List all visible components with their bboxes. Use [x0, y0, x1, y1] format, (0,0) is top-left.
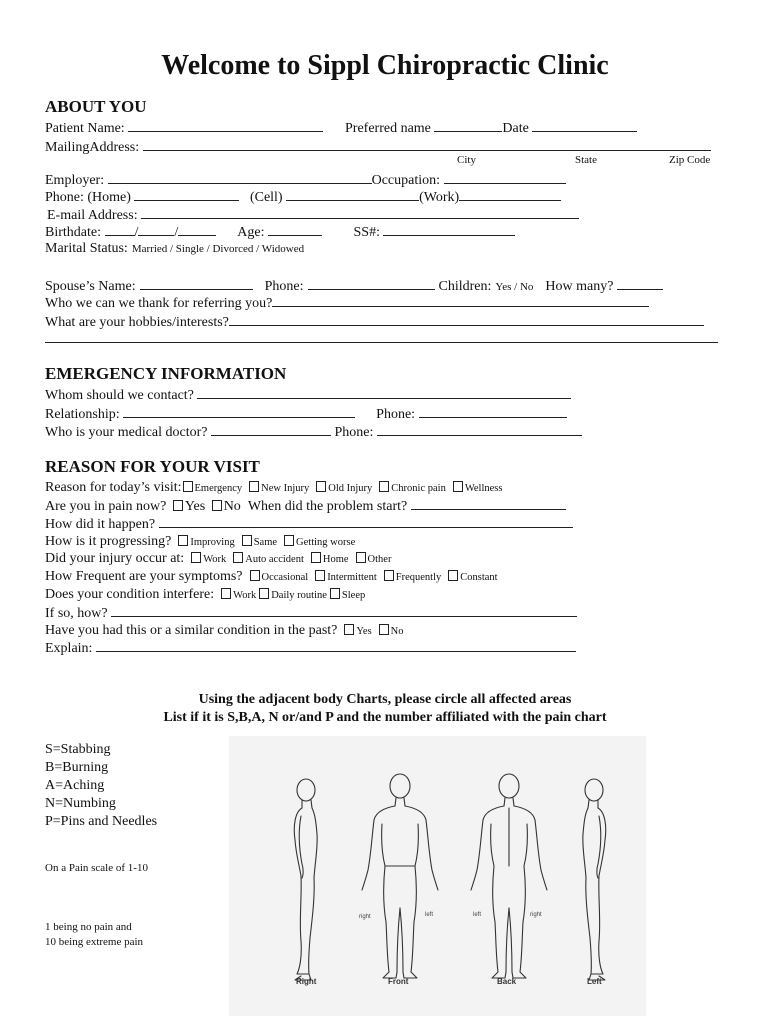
doctor-phone-label: Phone:: [334, 425, 374, 440]
option-work: Work: [203, 554, 227, 565]
spouse-name-field[interactable]: [140, 276, 253, 290]
employer-field[interactable]: [108, 170, 372, 184]
cell-field[interactable]: [286, 187, 419, 201]
email-field[interactable]: [141, 205, 579, 219]
preferred-name-label: Preferred name: [345, 121, 431, 136]
side-label-front-left: left: [425, 912, 434, 918]
referral-label: Who we can we thank for referring you?: [45, 296, 273, 311]
option-frequently: Frequently: [395, 572, 442, 583]
option-similar-no: No: [390, 626, 404, 637]
pain-scale-label: On a Pain scale of 1-10: [45, 862, 148, 874]
how-many-field[interactable]: [617, 276, 663, 290]
checkbox-work[interactable]: [191, 552, 201, 563]
relationship-field[interactable]: [123, 404, 355, 418]
checkbox-new-injury[interactable]: [249, 481, 259, 492]
problem-start-label: When did the problem start?: [247, 499, 408, 514]
how-happen-field[interactable]: [159, 514, 573, 528]
right-side-figure: [294, 779, 317, 980]
option-daily-routine: Daily routine: [271, 590, 327, 601]
checkbox-interfere-work[interactable]: [221, 588, 231, 599]
option-improving: Improving: [190, 537, 235, 548]
hobbies-field-line-2[interactable]: [45, 342, 718, 343]
pain-scale-high: 10 being extreme pain: [45, 936, 144, 948]
marital-status-options[interactable]: Married / Single / Divorced / Widowed: [131, 243, 305, 255]
pain-now-label: Are you in pain now?: [45, 499, 167, 514]
employer-label: Employer:: [45, 173, 105, 188]
contact-label: Whom should we contact?: [45, 388, 194, 403]
phone-home-label: Phone: (Home): [45, 190, 131, 205]
if-so-field[interactable]: [111, 603, 577, 617]
phone-home-field[interactable]: [134, 187, 239, 201]
checkbox-home[interactable]: [311, 552, 321, 563]
visit-reason-label: Reason for today’s visit:: [45, 480, 182, 495]
zip-caption: Zip Code: [669, 154, 711, 166]
figure-label-left: Left: [587, 977, 602, 986]
back-figure: [471, 774, 547, 978]
patient-name-field[interactable]: [128, 118, 323, 132]
option-pain-no: No: [223, 499, 241, 514]
email-label: E-mail Address:: [47, 208, 138, 223]
hobbies-label: What are your hobbies/interests?: [45, 315, 229, 330]
state-caption: State: [575, 154, 597, 166]
side-label-front-right: right: [359, 914, 371, 920]
option-pain-yes: Yes: [184, 499, 206, 514]
spouse-name-label: Spouse’s Name:: [45, 279, 136, 294]
if-so-label: If so, how?: [45, 606, 108, 621]
option-other: Other: [367, 554, 392, 565]
mailing-address-label: MailingAddress:: [45, 140, 140, 155]
figure-label-right: Right: [296, 977, 317, 986]
checkbox-intermittent[interactable]: [315, 570, 325, 581]
birthdate-label: Birthdate:: [45, 225, 101, 240]
figure-label-front: Front: [388, 977, 409, 986]
relationship-label: Relationship:: [45, 407, 120, 422]
spouse-phone-label: Phone:: [264, 279, 304, 294]
children-options[interactable]: Yes / No: [495, 281, 534, 293]
page-title: Welcome to Sippl Chiropractic Clinic: [161, 50, 609, 81]
spouse-phone-field[interactable]: [308, 276, 435, 290]
checkbox-emergency[interactable]: [183, 481, 193, 492]
option-emergency: Emergency: [194, 483, 243, 494]
front-figure: [362, 774, 438, 978]
birthdate-field[interactable]: [105, 222, 135, 236]
reason-heading: REASON FOR YOUR VISIT: [45, 457, 260, 476]
patient-name-label: Patient Name:: [45, 121, 125, 136]
body-outline-drawing: [229, 736, 646, 1016]
age-field[interactable]: [268, 222, 322, 236]
work-field[interactable]: [459, 187, 561, 201]
option-constant: Constant: [460, 572, 498, 583]
checkbox-occasional[interactable]: [250, 570, 260, 581]
legend-numbing: N=Numbing: [45, 796, 116, 811]
ss-field[interactable]: [383, 222, 515, 236]
pain-scale-low: 1 being no pain and: [45, 921, 132, 933]
option-home: Home: [322, 554, 349, 565]
explain-field[interactable]: [96, 638, 576, 652]
figure-label-back: Back: [497, 977, 517, 986]
ss-label: SS#:: [353, 225, 380, 240]
checkbox-chronic-pain[interactable]: [379, 481, 389, 492]
frequency-label: How Frequent are your symptoms?: [45, 569, 243, 584]
checkbox-auto-accident[interactable]: [233, 552, 243, 563]
checkbox-wellness[interactable]: [453, 481, 463, 492]
option-auto-accident: Auto accident: [245, 554, 304, 565]
option-sleep: Sleep: [341, 590, 366, 601]
chart-instruction-2: List if it is S,B,A, N or/and P and the number affiliated with the pain chart: [163, 710, 607, 725]
option-same: Same: [253, 537, 278, 548]
work-label: (Work): [419, 190, 460, 205]
doctor-phone-field[interactable]: [377, 422, 582, 436]
doctor-label: Who is your medical doctor?: [45, 425, 208, 440]
option-chronic-pain: Chronic pain: [391, 483, 446, 494]
hobbies-field[interactable]: [229, 312, 704, 326]
emergency-phone-label: Phone:: [376, 407, 416, 422]
checkbox-improving[interactable]: [178, 535, 188, 546]
progressing-label: How is it progressing?: [45, 534, 172, 549]
option-wellness: Wellness: [464, 483, 503, 494]
option-similar-yes: Yes: [356, 626, 372, 637]
side-label-back-right: right: [530, 912, 542, 918]
explain-label: Explain:: [45, 641, 93, 656]
legend-aching: A=Aching: [45, 778, 105, 793]
checkbox-getting-worse[interactable]: [284, 535, 294, 546]
injury-occur-label: Did your injury occur at:: [45, 551, 185, 566]
checkbox-sleep[interactable]: [330, 588, 340, 599]
date-field[interactable]: [532, 118, 637, 132]
checkbox-pain-no[interactable]: [212, 500, 222, 511]
checkbox-old-injury[interactable]: [316, 481, 326, 492]
contact-field[interactable]: [197, 385, 571, 399]
emergency-phone-field[interactable]: [419, 404, 567, 418]
about-heading: ABOUT YOU: [45, 97, 147, 116]
checkbox-constant[interactable]: [448, 570, 458, 581]
similar-condition-label: Have you had this or a similar condition in the past?: [45, 623, 338, 638]
doctor-field[interactable]: [211, 422, 331, 436]
option-interfere-work: Work: [233, 590, 257, 601]
how-many-label: How many?: [545, 279, 614, 294]
children-label: Children:: [438, 279, 492, 294]
cell-label: (Cell): [249, 190, 283, 205]
option-new-injury: New Injury: [261, 483, 310, 494]
date-label: Date: [502, 121, 529, 136]
checkbox-daily-routine[interactable]: [259, 588, 269, 599]
checkbox-similar-no[interactable]: [379, 624, 389, 635]
option-occasional: Occasional: [261, 572, 309, 583]
marital-status-label: Marital Status:: [45, 241, 128, 256]
checkbox-same[interactable]: [242, 535, 252, 546]
city-caption: City: [457, 154, 476, 166]
option-getting-worse: Getting worse: [296, 537, 356, 548]
legend-stabbing: S=Stabbing: [45, 742, 111, 757]
problem-start-field[interactable]: [411, 496, 566, 510]
legend-burning: B=Burning: [45, 760, 109, 775]
option-old-injury: Old Injury: [328, 483, 373, 494]
emergency-heading: EMERGENCY INFORMATION: [45, 364, 287, 383]
preferred-name-field[interactable]: [434, 118, 502, 132]
legend-pins-needles: P=Pins and Needles: [45, 814, 158, 829]
left-side-figure: [583, 779, 606, 980]
occupation-label: Occupation:: [371, 173, 441, 188]
how-happen-label: How did it happen?: [45, 517, 156, 532]
option-intermittent: Intermittent: [327, 572, 377, 583]
side-label-back-left: left: [473, 912, 482, 918]
body-chart[interactable]: [229, 736, 646, 1016]
interfere-label: Does your condition interfere:: [45, 587, 215, 602]
mailing-address-field[interactable]: [143, 137, 711, 151]
chart-instruction-1: Using the adjacent body Charts, please circle all affected areas: [198, 692, 572, 707]
occupation-field[interactable]: [444, 170, 566, 184]
checkbox-frequently[interactable]: [384, 570, 394, 581]
checkbox-pain-yes[interactable]: [173, 500, 183, 511]
checkbox-other[interactable]: [356, 552, 366, 563]
age-label: Age:: [237, 225, 265, 240]
checkbox-similar-yes[interactable]: [344, 624, 354, 635]
referral-field[interactable]: [272, 293, 649, 307]
